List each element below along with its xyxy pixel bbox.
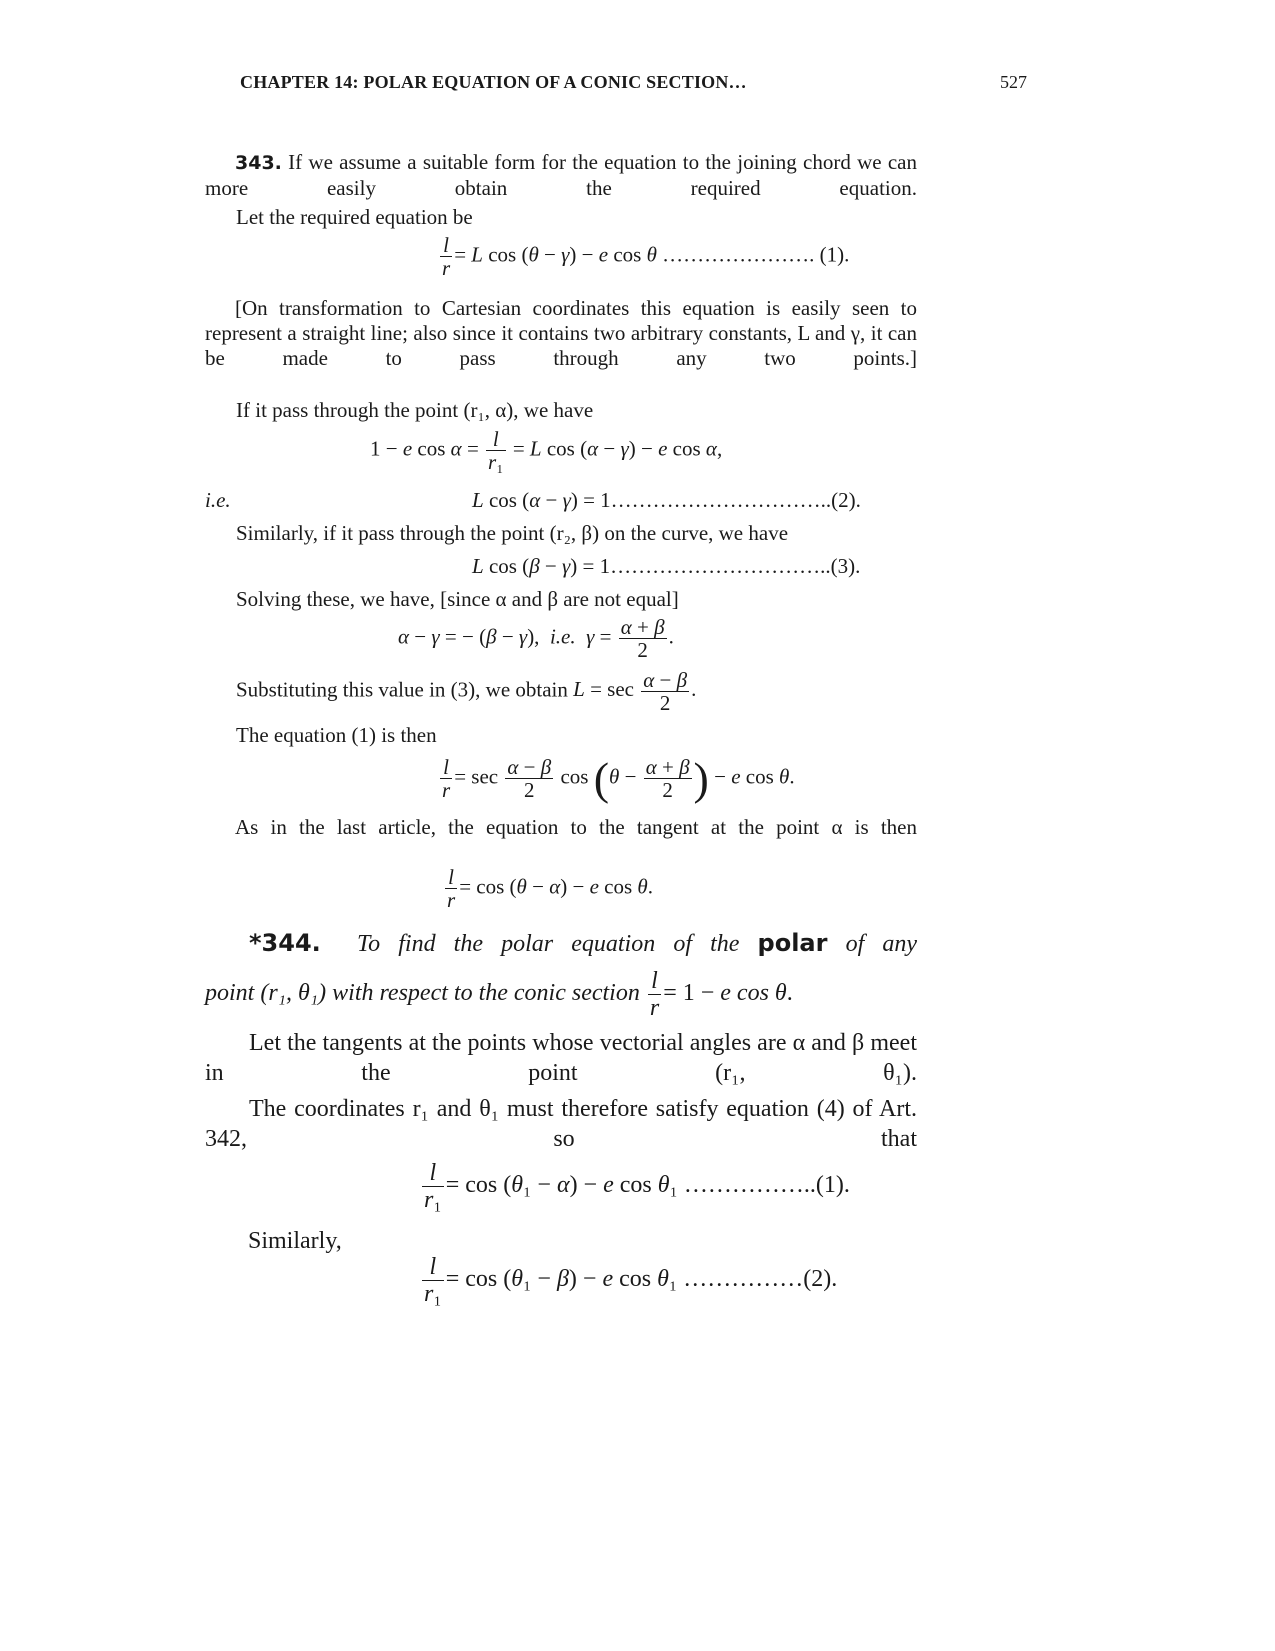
equation-344-1: $\frac{l}{\text{r₁}}$ = cos (θ₁ − α) − e cos θ₁ ……………..(1). [424, 1160, 850, 1213]
art343-p2: Let the required equation be [236, 205, 473, 229]
ie-label: i.e. [205, 488, 231, 512]
equation-343-result: $\frac{l}{r}$ = sec $\frac{\alpha - \beta}{2}$ cos (θ − $\frac{\alpha + \beta}{2}$ ) − e cos θ. [442, 753, 795, 804]
art343-p8: The equation (1) is then [236, 723, 437, 747]
page-number: 527 [1000, 72, 1027, 92]
art344-title-line2: point (r₁, θ₁) with respect to the conic section $\frac{l}{r}$ = 1 − e cos θ. [205, 968, 793, 1021]
equation-343-gamma: α − γ = − (β − γ), i.e. γ = $\frac{\alpha + \beta}{2}$ . [398, 615, 674, 662]
art343-p4: If it pass through the point (r₁, α), we have [236, 398, 594, 422]
art343-p9: As in the last article, the equation to the tangent at the point α is then [235, 815, 917, 839]
art343-p7: Substituting this value in (3), we obtain L = sec $\frac{\alpha - \beta}{2}$ . [236, 668, 697, 715]
running-head: CHAPTER 14: POLAR EQUATION OF A CONIC SECTION… [240, 72, 747, 92]
art344-similarly: Similarly, [248, 1228, 342, 1254]
art344-p2: The coordinates r₁ and θ₁ must therefore satisfy equation (4) of Art. 342, so that [205, 1096, 917, 1152]
equation-343-3: L cos (β − γ) = 1…………………………..(3). [472, 554, 861, 578]
equation-343-1: $\frac{l}{r}$ = L cos (θ − γ) − e cos θ …………………. (1). [442, 233, 850, 280]
equation-343-tangent: $\frac{l}{r}$ = cos (θ − α) − e cos θ. [447, 865, 653, 912]
art343-p1: If we assume a suitable form for the equation to the joining chord we can more easily obtain the required equation. [205, 150, 918, 200]
art344-number: *344. [249, 929, 321, 957]
equation-344-2: $\frac{l}{\text{r₁}}$ = cos (θ₁ − β) − e cos θ₁ ……………(2). [424, 1254, 838, 1307]
art344-p1: Let the tangents at the points whose vectorial angles are α and β meet in the point (r₁, θ₁). [205, 1030, 917, 1086]
equation-343-through-r1: 1 − e cos α = $\frac{l}{\text{r₁}}$ = L cos (α − γ) − e cos α, [370, 427, 723, 474]
art344-title: *344. To find the polar equation of the polar of any [249, 929, 918, 957]
art343-p6: Solving these, we have, [since α and β are not equal] [236, 587, 679, 611]
equation-343-2: L cos (α − γ) = 1…………………………..(2). [472, 488, 861, 512]
art343-number: 343. [235, 152, 282, 174]
art343-p5: Similarly, if it pass through the point (r₂, β) on the curve, we have [236, 521, 789, 545]
art343-p3: [On transformation to Cartesian coordinates this equation is easily seen to represent a straight line; also since it contains two arbitrary constants, L and γ, it can be made to pass through any two points.] [205, 296, 917, 370]
